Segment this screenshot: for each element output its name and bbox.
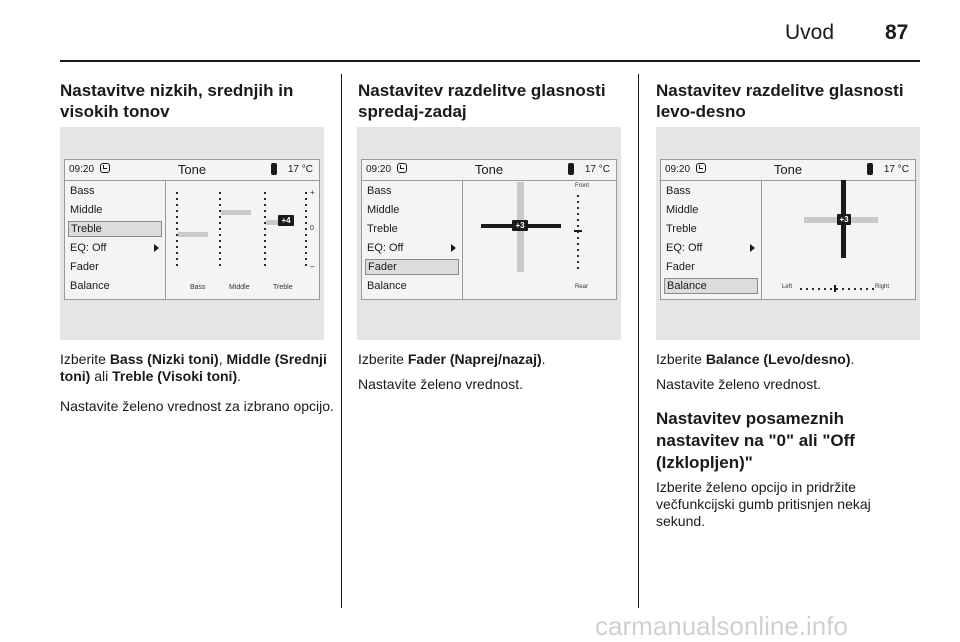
screen-title: Tone (474, 162, 504, 177)
instruction-suffix: . (237, 368, 242, 384)
note-text: Nastavite želeno vrednost. (656, 376, 821, 392)
menu-item-middle[interactable]: Middle (367, 204, 400, 216)
balance-screen-figure (656, 127, 920, 340)
instruction-sep: , (218, 351, 227, 367)
menu-item-balance[interactable]: Balance (367, 280, 407, 292)
label-left: Left (782, 284, 793, 290)
option-fader: Fader (Naprej/nazaj) (407, 351, 542, 367)
scale-minus: – (310, 262, 315, 271)
middle-slider-track (219, 190, 221, 270)
infotainment-screen (660, 159, 916, 300)
screen-header (661, 160, 915, 181)
menu-item-fader[interactable]: Fader (666, 261, 695, 273)
section-title: Nastavitev razdelitve glasnosti levo-desno (656, 81, 904, 121)
menu-item-middle[interactable]: Middle (70, 204, 103, 216)
menu-item-balance[interactable]: Balance (70, 280, 110, 292)
infotainment-screen (64, 159, 320, 300)
instruction-prefix: Izberite (358, 351, 408, 367)
option-balance: Balance (Levo/desno) (705, 351, 851, 367)
clock-time: 09:20 (69, 164, 95, 175)
thermometer-icon (568, 163, 574, 175)
label-bass: Bass (190, 284, 206, 291)
temperature: 17 °C (883, 164, 909, 175)
fader-display (463, 180, 616, 299)
eq-sliders (166, 180, 319, 299)
menu-item-bass[interactable]: Bass (367, 185, 392, 197)
label-right: Right (875, 284, 890, 290)
screen-header (65, 160, 319, 181)
menu-item-fader[interactable]: Fader (365, 259, 459, 275)
label-treble: Treble (273, 284, 293, 291)
section-title: Nastavitev razdelitve glasnosti spredaj-zadaj (358, 81, 606, 121)
instruction-text (656, 351, 931, 368)
menu-item-treble[interactable]: Treble (666, 223, 697, 235)
instruction-suffix: . (850, 351, 855, 367)
tone-screen-figure (60, 127, 324, 340)
temperature: 17 °C (287, 164, 313, 175)
instruction-sep: ali (90, 368, 113, 384)
menu-item-bass[interactable]: Bass (70, 185, 95, 197)
screen-menu (661, 180, 762, 299)
menu-item-treble[interactable]: Treble (68, 221, 162, 237)
menu-item-bass[interactable]: Bass (666, 185, 691, 197)
menu-item-treble[interactable]: Treble (367, 223, 398, 235)
balance-scale-track (798, 288, 874, 290)
balance-scale-indicator (834, 285, 836, 292)
treble-slider-track (264, 190, 266, 270)
label-middle: Middle (229, 284, 250, 291)
arrow-right-icon (750, 244, 755, 252)
page-number: 87 (885, 21, 909, 44)
screen-header (362, 160, 616, 181)
fader-scale-indicator (574, 230, 582, 232)
thermometer-icon (867, 163, 873, 175)
watermark: carmanualsonline.info (595, 611, 848, 641)
bass-slider-level (178, 232, 208, 237)
menu-item-middle[interactable]: Middle (666, 204, 699, 216)
arrow-right-icon (154, 244, 159, 252)
instruction-text (60, 351, 335, 385)
clock-time: 09:20 (366, 164, 392, 175)
instruction-prefix: Izberite (60, 351, 110, 367)
balance-value-marker: +3 (837, 214, 851, 225)
screen-title: Tone (177, 162, 207, 177)
screen-menu (362, 180, 463, 299)
middle-slider-level (221, 210, 251, 215)
fader-screen-figure (357, 127, 621, 340)
balance-display (762, 180, 915, 299)
scale-plus: + (310, 188, 315, 197)
thermometer-icon (271, 163, 277, 175)
temperature: 17 °C (584, 164, 610, 175)
instruction-text (358, 351, 633, 368)
section-title: Nastavitve nizkih, srednjih in visokih tonov (60, 81, 294, 121)
menu-item-eq[interactable] (68, 240, 162, 256)
header-title: Uvod (785, 21, 835, 44)
arrow-right-icon (451, 244, 456, 252)
label-front: Front (575, 183, 590, 189)
instruction-prefix: Izberite (656, 351, 706, 367)
instruction-suffix: . (541, 351, 546, 367)
clock-time: 09:20 (665, 164, 691, 175)
fader-value-marker: +3 (512, 220, 528, 231)
menu-item-eq-label: EQ: Off (666, 242, 703, 254)
option-treble: Treble (Visoki toni) (112, 368, 238, 384)
menu-item-eq[interactable] (365, 240, 459, 256)
note-text: Nastavite želeno vrednost. (358, 376, 523, 392)
note-text: Nastavite želeno vrednost za izbrano opcijo. (60, 398, 334, 414)
screen-menu (65, 180, 166, 299)
sub-text: Izberite želeno opcijo in pridržite večfunkcijski gumb pritisnjen nekaj sekund. (656, 479, 871, 529)
menu-item-fader[interactable]: Fader (70, 261, 99, 273)
menu-item-eq-label: EQ: Off (70, 242, 107, 254)
scale-track (305, 190, 307, 270)
label-rear: Rear (575, 284, 589, 290)
menu-item-eq-label: EQ: Off (367, 242, 404, 254)
infotainment-screen (361, 159, 617, 300)
bass-slider-track (176, 190, 178, 270)
header-rule (60, 60, 920, 62)
screen-title: Tone (773, 162, 803, 177)
menu-item-eq[interactable] (664, 240, 758, 256)
sub-heading: Nastavitev posameznih nastavitev na "0" ali "Off (Izklopljen)" (656, 409, 855, 472)
column-divider (341, 74, 342, 608)
column-divider (638, 74, 639, 608)
scale-zero: 0 (310, 225, 314, 232)
option-bass: Bass (Nizki toni) (109, 351, 219, 367)
treble-value-marker: +4 (278, 215, 294, 226)
page-header (0, 0, 960, 66)
option-middle: Middle (Srednji toni) (60, 351, 327, 384)
menu-item-balance[interactable]: Balance (664, 278, 758, 294)
